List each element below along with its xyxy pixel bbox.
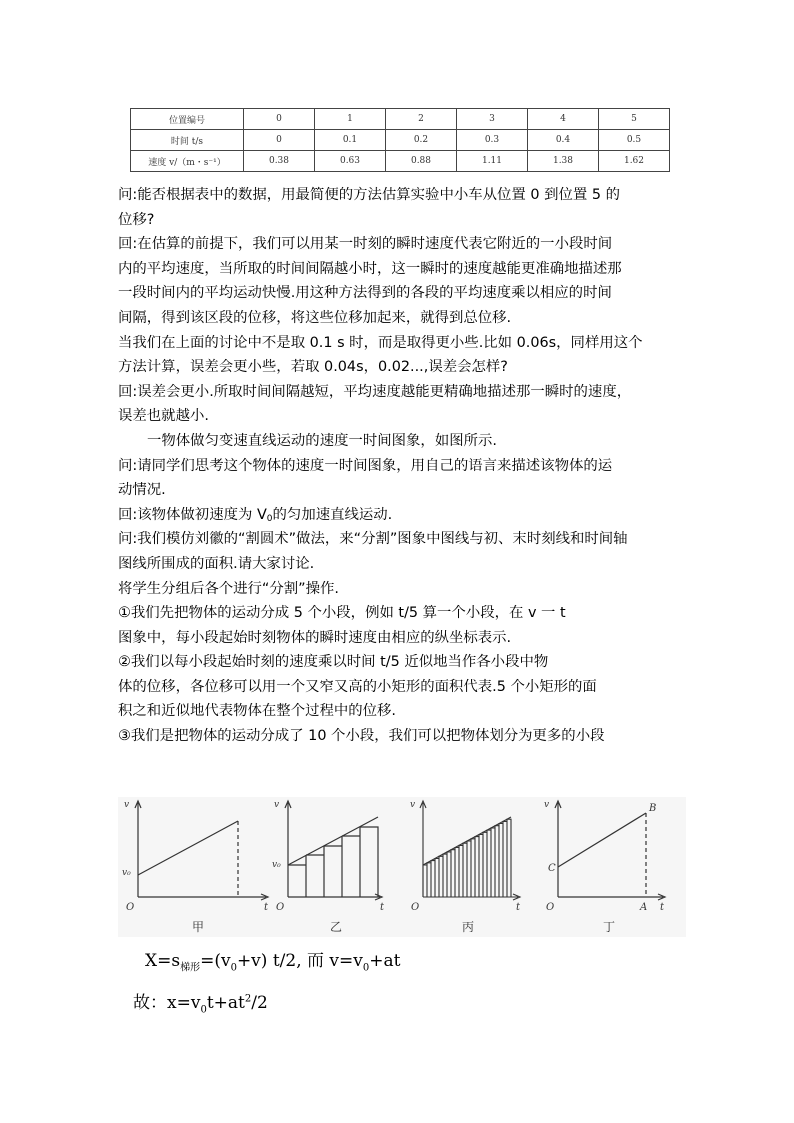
paragraph-line: 问:请同学们思考这个物体的速度一时间图象，用自己的语言来描述该物体的运 — [118, 457, 613, 474]
table-cell: 1.62 — [599, 151, 670, 172]
origin-label: O — [126, 902, 135, 913]
data-table — [130, 108, 670, 172]
paragraph-line: 问:我们模仿刘徽的“割圆术”做法，来“分割”图象中图线与初、末时刻线和时间轴 — [118, 531, 628, 548]
axis-label-v0: v₀ — [122, 868, 131, 878]
table-cell: 0.2 — [386, 130, 457, 151]
paragraph-line: 体的位移，各位移可以用一个又窄又高的小矩形的面积代表.5 个小矩形的面 — [118, 678, 597, 695]
axis-label-v: v — [410, 800, 416, 810]
axis-label-v: v — [124, 800, 130, 810]
caption-jia: 甲 — [192, 920, 205, 934]
paragraph-line: 位移? — [118, 211, 155, 228]
table-cell: 2 — [386, 109, 457, 130]
point-label-a: A — [640, 902, 648, 913]
paragraph-line: 方法计算，误差会更小些，若取 0.04s，0.02...,误差会怎样? — [118, 359, 508, 376]
formula-part: +v) t/2, 而 v=v — [236, 951, 363, 971]
axis-label-t: t — [660, 902, 665, 913]
table-cell: 4 — [528, 109, 599, 130]
paragraph-line: 间隔，得到该区段的位移，将这些位移加起来，就得到总位移. — [118, 309, 512, 326]
table-cell: 0.4 — [528, 130, 599, 151]
origin-label: O — [276, 902, 285, 913]
axis-label-v0: v₀ — [272, 860, 281, 870]
axis-label-t: t — [516, 902, 521, 913]
body-text — [118, 183, 678, 749]
formula-sub: 梯形 — [180, 962, 201, 974]
origin-label: O — [546, 902, 555, 913]
axis-label-v: v — [544, 800, 550, 810]
formula-sub: 0 — [200, 1004, 207, 1016]
paragraph-line: 将学生分组后各个进行“分割”操作. — [118, 580, 339, 597]
table-row — [131, 109, 670, 130]
table-cell: 5 — [599, 109, 670, 130]
paragraph-line: 问:能否根据表中的数据，用最简便的方法估算实验中小车从位置 0 到位置 5 的 — [118, 187, 620, 203]
paragraph-line: 回:误差会更小.所取时间间隔越短，平均速度越能更精确地描述那一瞬时的速度， — [118, 383, 632, 400]
table-cell: 0.5 — [599, 130, 670, 151]
table-cell: 0.3 — [457, 130, 528, 151]
formula-part: =(v — [200, 951, 231, 971]
table-cell: 1.11 — [457, 151, 528, 172]
answer-text-end: 的匀加速直线运动. — [272, 506, 393, 523]
caption-yi: 乙 — [330, 920, 343, 934]
paragraph-line: ②我们以每小段起始时刻的速度乘以时间 t/5 近似地当作各小段中物 — [118, 654, 549, 671]
row-header: 速度 v/（m・s⁻¹） — [131, 151, 244, 172]
formula-sub: 0 — [230, 962, 237, 974]
caption-bing: 丙 — [462, 920, 475, 934]
paragraph-line: 内的平均速度，当所取的时间间隔越小时，这一瞬时的速度越能更准确地描述那 — [118, 260, 622, 277]
formula-part: 故：x=v — [133, 993, 201, 1013]
scan-background — [118, 797, 686, 937]
table-cell: 0.38 — [244, 151, 315, 172]
axis-label-t: t — [380, 902, 385, 913]
formula-part: X=s — [145, 951, 181, 971]
table-cell: 0.1 — [315, 130, 386, 151]
table-cell: 0 — [244, 109, 315, 130]
paragraph-line: 图象中，每小段起始时刻物体的瞬时速度由相应的纵坐标表示. — [118, 629, 512, 646]
point-label-c: C — [548, 863, 556, 874]
point-label-b: B — [649, 803, 657, 814]
table-cell: 1.38 — [528, 151, 599, 172]
paragraph-line: 图线所围成的面积.请大家讨论. — [118, 555, 315, 572]
answer-text: 回:该物体做初速度为 V — [118, 506, 267, 523]
table-cell: 0.63 — [315, 151, 386, 172]
formula-part: +at — [369, 951, 401, 971]
paragraph-line: 误差也就越小. — [118, 408, 209, 425]
paragraph-line: 当我们在上面的讨论中不是取 0.1 s 时，而是取得更小些.比如 0.06s，同样用这个 — [118, 334, 643, 351]
table-row — [131, 130, 670, 151]
paragraph-line: 动情况. — [118, 482, 166, 499]
vt-graphs-figure — [118, 797, 686, 937]
paragraph-line: 回:在估算的前提下，我们可以用某一时刻的瞬时速度代表它附近的一小段时间 — [118, 236, 613, 253]
formula-sub: 0 — [362, 962, 370, 974]
row-header: 位置编号 — [131, 109, 244, 130]
formula-trapezoid — [145, 946, 400, 973]
formula-part: t+at — [206, 993, 245, 1013]
axis-label-v: v — [274, 800, 280, 810]
table-cell: 3 — [457, 109, 528, 130]
paragraph-line — [118, 503, 678, 528]
paragraph-line: ①我们先把物体的运动分成 5 个小段，例如 t/5 算一个小段，在 v 一 t — [118, 605, 566, 622]
formula-displacement — [133, 988, 268, 1015]
paragraph-line: 一物体做匀变速直线运动的速度一时间图象，如图所示. — [147, 432, 497, 449]
formula-part: /2 — [251, 993, 268, 1013]
formula-sup: 2 — [244, 993, 252, 1005]
table-cell: 1 — [315, 109, 386, 130]
row-header: 时间 t/s — [131, 130, 244, 151]
caption-ding: 丁 — [603, 920, 616, 934]
paragraph-line: 一段时间内的平均运动快慢.用这种方法得到的各段的平均速度乘以相应的时间 — [118, 285, 612, 302]
paragraph-line: ③我们是把物体的运动分成了 10 个小段，我们可以把物体划分为更多的小段 — [118, 728, 605, 745]
table-row — [131, 151, 670, 172]
subscript: 0 — [266, 513, 273, 524]
origin-label: O — [411, 902, 420, 913]
vt-graphs-svg — [118, 797, 686, 937]
table-cell: 0 — [244, 130, 315, 151]
table-cell: 0.88 — [386, 151, 457, 172]
paragraph-line: 积之和近似地代表物体在整个过程中的位移. — [118, 703, 396, 720]
axis-label-t: t — [264, 902, 269, 913]
